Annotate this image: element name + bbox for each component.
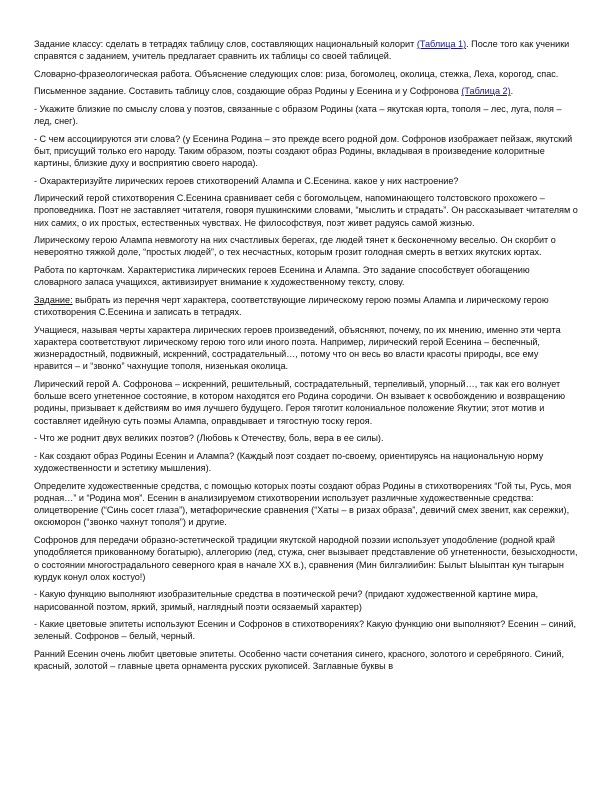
paragraph-task-traits [34,294,578,319]
paragraph-text: . [510,86,514,97]
paragraph-card-work: Работа по карточкам. Характеристика лирических героев Есенина и Алампа. Это задание способствует обогащению словарного запаса учащихся, активизирует внимание к художественному тексту, слову. [34,264,530,288]
paragraph-artistic-means: Определите художественные средства, с помощью которых поэты создают образ Родины в стихотворениях “Гой ты, Русь, моя родная…” и “Родина моя”. Есенин в анализируемом стихотворении использует различные художественные средства: олицетворение (“Синь сосет глаза”), метафорические сравнения (“Хаты – в ризах образа”, девичий смех звенит, как сережки), оксюморон (“звонко чахнут тополя”) и другие. [34,480,572,528]
table-1-link[interactable]: (Таблица 1) [416,39,467,49]
paragraph-alampa-hero: Лирическому герою Алампа невмоготу на них счастливых берегах, где людей тянет к бесконечному веселью. Он скорбит о невероятно тяжкой доле, “простых людей”, о тех несчастных, которым грозит голодная смерть в ветхих якутских юртах. [34,235,556,258]
paragraph-written-task [34,85,578,97]
paragraph-question-associations: - С чем ассоциируются эти слова? (у Есенина Родина – это прежде всего родной дом. Софронов изображает пейзаж, якутский быт, присущий только его народу. Таким образом, поэты создают образ Родины, вкладывая в произведение колоритные картины, близкие духу и восприятию своего народа). [34,133,573,169]
paragraph-text: Задание классу: сделать в тетрадях таблицу слов, составляющих национальный колорит [34,39,417,49]
paragraph-question-color-epithets: - Какие цветовые эпитеты используют Есенин и Софронов в стихотворениях? Какую функцию они выполняют? Есенин – синий, зеленый. Софронов – белый, черный. [34,619,577,642]
paragraph-early-esenin: Ранний Есенин очень любит цветовые эпитеты. Особенно части сочетания синего, красного, золотого и серебряного. Синий, красный, золотой – главные цвета орнамента русских рукописей. Заглавные буквы в [34,648,565,672]
paragraph-sofronov-hero: Лирический герой А. Софронова – искренний, решительный, сострадательный, терпеливый, упорный…, так как его волнует больше всего угнетенное состояние, в котором находятся его Родина сородичи. Он взывает к освобождению и возвращению родины, призывает к действиям во имя лучшего будущего. Героя тяготит колониальное положение Якутии; этот мотив и составляет идейную суть поэмы Алампа, оправдывает и тягостную тоску героя. [34,378,566,426]
paragraph-question-similar-words: - Укажите близкие по смыслу слова у поэтов, связанные с образом Родины (хата – якутская юрта, тополя – лес, луга, поля – лед, снег). [34,103,562,127]
paragraph-text: выбрать из перечня черт характера, соответствующие лирическому герою поэмы Алампа и лирическому герою стихотворения С.Есенина и записать в тетрадях. [34,294,549,318]
paragraph-students-traits: Учащиеся, называя черты характера лирических героев произведений, объясняют, почему, по их мнению, именно эти черта характера соответствуют лирическому герою того или иного поэта. Например, лирический герой Есенина – беспечный, жизнерадостный, подвижный, искренний, сострадательный…, потому что он весь во власти красоты природы, все ему нравится – и “звонко” чахнущие тополя, низенькая околица. [34,324,561,372]
paragraph-sofronov-means: Софронов для передачи образно-эстетической традиции якутской народной поэзии использует уподобление (родной край уподобляется прикованному богатырю), аллегорию (лед, стужа, снег вызывает представление об угнетенности, безысходности, о состоянии многострадального северного края в начале XX в.), сравнения (Мин билгэлиибин: Былыт Ыыыптан кун тыгарын курдук конул олох костуо!) [34,534,578,582]
paragraph-text: . После того как ученики справятся с заданием, учитель предлагает сравнить их таблицы со своей таблицей. [34,39,570,62]
paragraph-vocabulary-work: Словарно-фразеологическая работа. Объяснение следующих слов: риза, богомолец, околица, стежка, Леха, корогод, спас. [34,68,559,79]
paragraph-esenin-hero: Лирический герой стихотворения С.Есенина сравнивает себя с богомольцем, напоминающего толстовского прохожего – проповедника. Поэт не заставляет читателя, говоря пушкинскими словами, “мыслить и страдать”. Он рассказывает читателям о них самих, о их простых, естественных чувствах. Не философствуя, поэт живет радуясь самой жизнью. [34,193,578,228]
paragraph-question-image-creation: - Как создают образ Родины Есенин и Алампа? (Каждый поэт создает по-своему, ориентируясь на национальную норму художественности и эстетику мышления). [34,450,544,474]
task-label: Задание: [34,294,73,305]
table-2-link[interactable]: (Таблица 2) [461,86,511,97]
paragraph-question-heroes: - Охарактеризуйте лирических героев стихотворений Алампа и С.Есенина. какое у них настроение? [34,175,459,186]
paragraph-class-task [34,38,578,63]
paragraph-question-common: - Что же роднит двух великих поэтов? (Любовь к Отечеству, боль, вера в ее силы). [34,433,384,444]
paragraph-text: Письменное задание. Составить таблицу слов, создающие образ Родины у Есенина и у Софронова [34,86,462,97]
paragraph-question-function: - Какую функцию выполняют изобразительные средства в поэтической речи? (придают художественной картине мира, нарисованной поэтом, яркий, зримый, наглядный поэти осязаемый характер) [34,589,539,612]
